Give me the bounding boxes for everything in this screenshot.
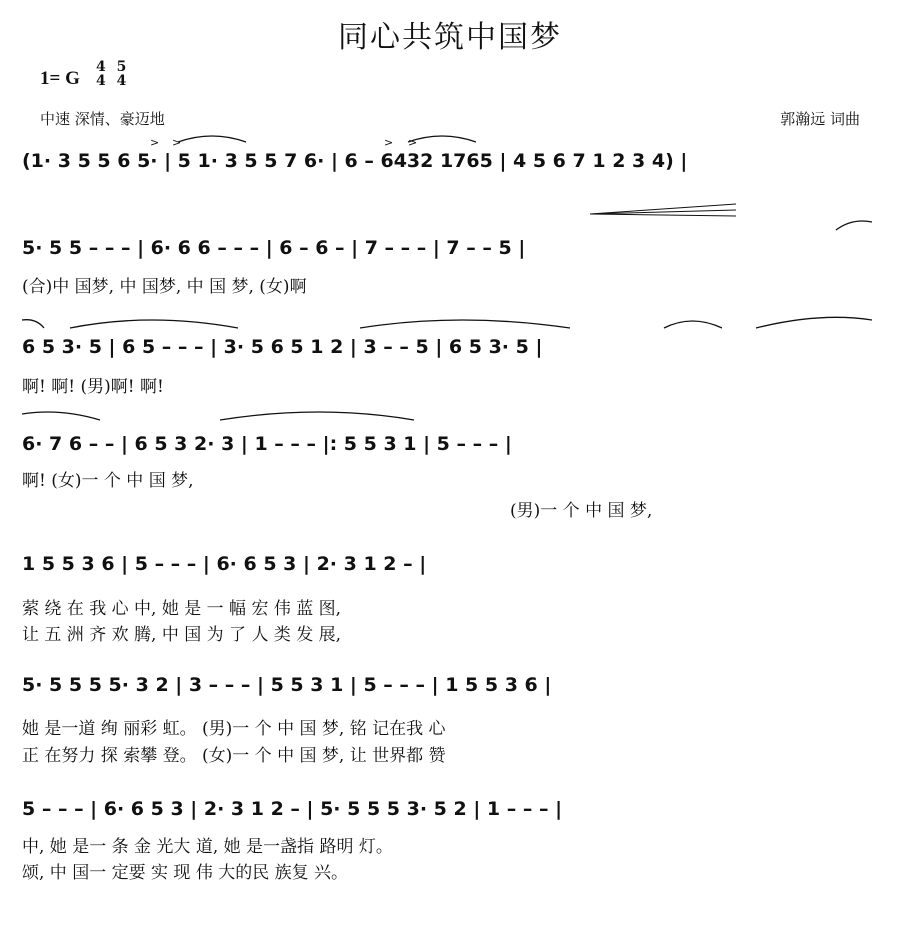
lyric-line-7-verse-2: 颂, 中 国一 定要 实 现 伟 大的民 族复 兴。 <box>22 863 349 883</box>
tempo-marking: 中速 深情、豪迈地 <box>40 110 165 128</box>
time-signature-4-4: 4 4 <box>96 59 106 89</box>
slur <box>836 221 872 230</box>
lyric-line-7-verse-1: 中, 她 是一 条 金 光大 道, 她 是一盏指 路明 灯。 <box>22 837 393 857</box>
svg-text:>: > <box>172 136 182 149</box>
slur <box>360 320 570 328</box>
lyric-line-3-verse-1: 啊! 啊! (男)啊! 啊! <box>22 377 164 397</box>
crescendo-hairpin <box>590 214 736 216</box>
lyric-line-4-verse-1: 啊! (女)一 个 中 国 梦, <box>22 471 194 491</box>
svg-text:>: > <box>150 136 160 149</box>
notation-line-5: 1 5 5 3 6 | 5 – – – | 6· 6 5 3 | 2· 3 1 2 – | <box>22 553 427 575</box>
notation-line-1: (1· 3 5 5 6 5· | 5 1· 3 5 5 7 6· | 6 – 6432 1765 | 4 5 6 7 1 2 3 4) | <box>22 150 688 172</box>
notation-line-6: 5· 5 5 5 5· 3 2 | 3 – – – | 5 5 3 1 | 5 – – – | 1 5 5 3 6 | <box>22 674 552 696</box>
accent-marks <box>150 136 417 149</box>
notation-line-7: 5 – – – | 6· 6 5 3 | 2· 3 1 2 – | 5· 5 5 5 3· 5 2 | 1 – – – | <box>22 798 563 820</box>
slur <box>408 136 476 142</box>
time-signature <box>96 60 132 88</box>
key-signature: 1= G <box>40 68 80 89</box>
slur <box>178 136 246 142</box>
slur <box>22 320 44 328</box>
lyric-line-5-verse-2: 让 五 洲 齐 欢 腾, 中 国 为 了 人 类 发 展, <box>22 625 342 645</box>
svg-text:>: > <box>408 136 418 149</box>
lyric-line-4-verse-2: (男)一 个 中 国 梦, <box>510 501 653 521</box>
notation-line-3: 6 5 3· 5 | 6 5 – – – | 3· 5 6 5 1 2 | 3 – – 5 | 6 5 3· 5 | <box>22 336 543 358</box>
lyric-line-2-verse-1: (合)中 国梦, 中 国梦, 中 国 梦, (女)啊 <box>22 277 307 297</box>
slur <box>220 412 414 420</box>
author-credit: 郭瀚远 词曲 <box>780 110 860 128</box>
time-signature-5-4: 5 4 <box>116 59 127 89</box>
slur <box>664 321 722 328</box>
song-title: 同心共筑中国梦 <box>338 20 562 55</box>
slur <box>70 320 238 328</box>
slur <box>756 317 872 328</box>
slur <box>22 412 100 420</box>
lyric-line-5-verse-1: 萦 绕 在 我 心 中, 她 是 一 幅 宏 伟 蓝 图, <box>22 599 342 619</box>
lyric-line-6-verse-2: 正 在努力 探 索攀 登。 (女)一 个 中 国 梦, 让 世界都 赞 <box>22 746 446 766</box>
lyric-line-6-verse-1: 她 是一道 绚 丽彩 虹。 (男)一 个 中 国 梦, 铭 记在我 心 <box>22 719 446 739</box>
crescendo-hairpin <box>590 204 736 214</box>
svg-text:>: > <box>384 136 394 149</box>
notation-line-2: 5· 5 5 – – – | 6· 6 6 – – – | 6 – 6 – | 7 – – – | 7 – – 5 | <box>22 237 526 259</box>
notation-line-4: 6· 7 6 – – | 6 5 3 2· 3 | 1 – – – |: 5 5 3 1 | 5 – – – | <box>22 433 512 455</box>
